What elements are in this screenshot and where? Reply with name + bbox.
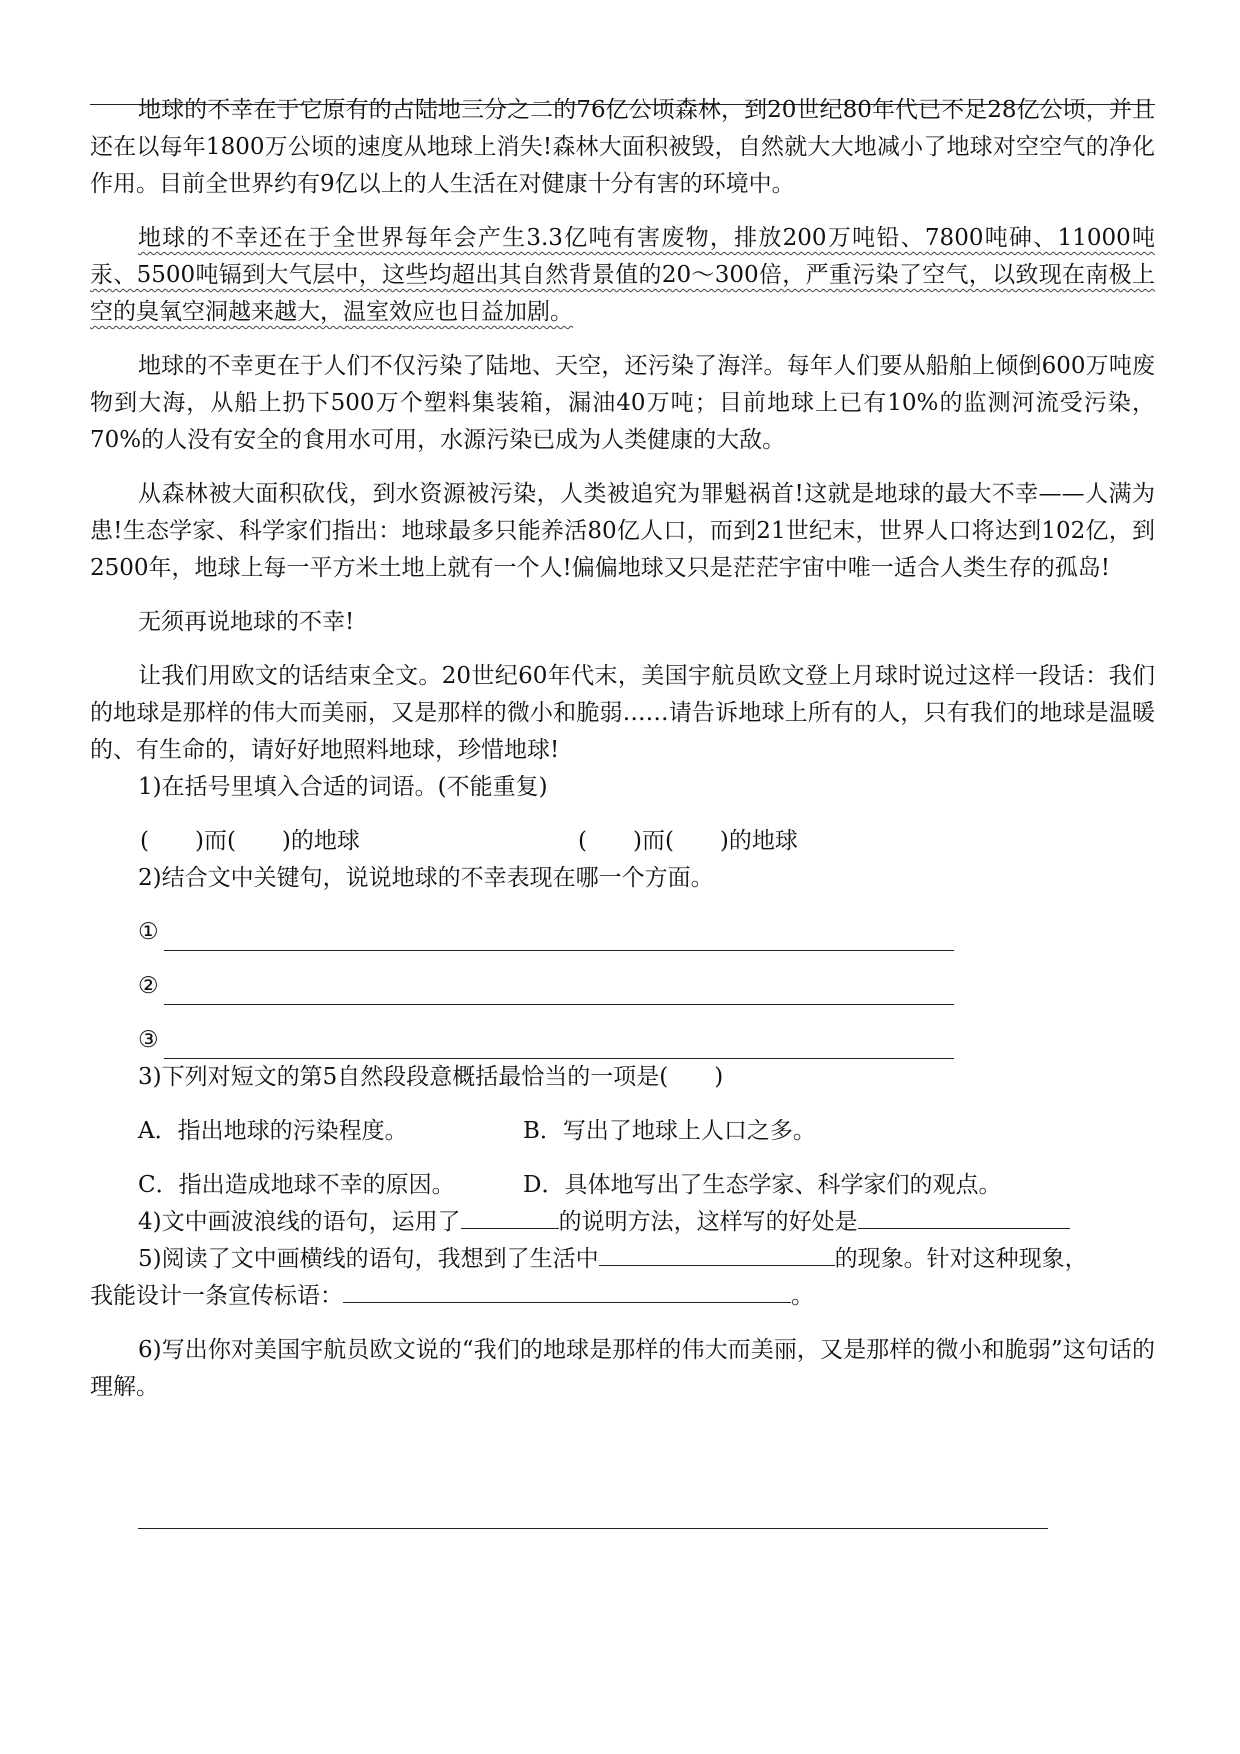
option-b[interactable]: B．写出了地球上人口之多。: [523, 1118, 816, 1144]
option-c[interactable]: C．指出造成地球不幸的原因。: [138, 1172, 455, 1198]
question-5-text-line2: 我能设计一条宣传标语：: [90, 1283, 343, 1309]
answer-marker-3: ③: [138, 1027, 159, 1053]
answer-marker-2: ②: [138, 973, 159, 999]
option-a[interactable]: A．指出地球的污染程度。: [138, 1118, 408, 1144]
question-5-text-start: 5)阅读了文中画横线的语句，我想到了生活中: [138, 1246, 599, 1272]
question-5-blank-phenomenon[interactable]: [599, 1241, 835, 1266]
option-d[interactable]: D．具体地写出了生态学家、科学家们的观点。: [523, 1172, 1002, 1198]
answer-marker-1: ①: [138, 919, 159, 945]
question-4-blank-method[interactable]: [461, 1204, 559, 1229]
question-4-blank-benefit[interactable]: [858, 1204, 1070, 1229]
answer-blank-3[interactable]: [164, 1036, 954, 1059]
passage-paragraph-2: [90, 220, 1155, 331]
passage-paragraph-6: 让我们用欧文的话结束全文。20世纪60年代末，美国宇航员欧文登上月球时说过这样一段话：我们的地球是那样的伟大而美丽，又是那样的微小和脆弱……请告诉地球上所有的人，只有我们的地球是温暖的、有生命的，请好好地照料地球，珍惜地球!: [90, 663, 1155, 763]
wavy-underlined-sentence: 地球的不幸还在于全世界每年会产生3.3亿吨有害废物，排放200万吨铅、7800吨砷、11000吨汞、5500吨镉到大气层中，这些均超出其自然背景值的20～300倍，严重污染了空气，以致现在南极上空的臭氧空洞越来越大，温室效应也日益加剧。: [90, 225, 1155, 325]
worksheet-content: [90, 97, 1155, 1406]
question-6-answer-line[interactable]: [138, 1528, 1048, 1529]
question-5-blank-slogan[interactable]: [343, 1278, 791, 1303]
passage-paragraph-1: 地球的不幸在于它原有的占陆地三分之二的76亿公顷森林，到20世纪80年代已不足28亿公顷，并且还在以每年1800万公顷的速度从地球上消失!森林大面积被毁，自然就大大地减小了地球对空空气的净化作用。目前全世界约有9亿以上的人生活在对健康十分有害的环境中。: [90, 97, 1155, 197]
question-1-blank-right[interactable]: ( )而( )的地球: [578, 828, 798, 854]
question-1-blanks: [90, 823, 1155, 860]
answer-blank-2[interactable]: [164, 982, 954, 1005]
question-3-prompt: 3)下列对短文的第5自然段段意概括最恰当的一项是( ): [138, 1064, 724, 1090]
question-5-text-mid: 的现象。针对这种现象，: [834, 1246, 1088, 1272]
question-4-text-mid: 的说明方法，这样写的好处是: [558, 1209, 858, 1235]
question-5-line-2: [90, 1278, 1155, 1315]
question-3-options-row-1: [90, 1113, 1155, 1150]
question-4: [90, 1204, 1155, 1241]
question-5-text-end: 。: [791, 1283, 814, 1309]
question-4-text-start: 4)文中画波浪线的语句，运用了: [138, 1209, 461, 1235]
question-6-prompt: 6)写出你对美国宇航员欧文说的“我们的地球是那样的伟大而美丽，又是那样的微小和脆弱”这句话的理解。: [90, 1337, 1155, 1400]
passage-paragraph-4: 从森林被大面积砍伐，到水资源被污染，人类被追究为罪魁祸首!这就是地球的最大不幸——人满为患!生态学家、科学家们指出：地球最多只能养活80亿人口，而到21世纪末，世界人口将达到102亿，到2500年，地球上每一平方米土地上就有一个人!偏偏地球又只是茫茫宇宙中唯一适合人类生存的孤岛!: [90, 481, 1155, 581]
question-5: [90, 1241, 1155, 1278]
question-2-prompt: 2)结合文中关键句，说说地球的不幸表现在哪一个方面。: [138, 865, 714, 891]
question-2-answer-1: [90, 914, 1155, 951]
question-1-blank-left[interactable]: ( )而( )的地球: [140, 828, 360, 854]
question-2-answer-2: [90, 968, 1155, 1005]
question-1-prompt: 1)在括号里填入合适的词语。(不能重复): [138, 774, 548, 800]
answer-blank-1[interactable]: [164, 928, 954, 951]
passage-paragraph-5: 无须再说地球的不幸!: [138, 609, 355, 635]
question-3-options-row-2: [90, 1167, 1155, 1204]
question-2-answer-3: [90, 1022, 1155, 1059]
passage-paragraph-3: 地球的不幸更在于人们不仅污染了陆地、天空，还污染了海洋。每年人们要从船舶上倾倒600万吨废物到大海，从船上扔下500万个塑料集装箱，漏油40万吨；目前地球上已有10%的监测河流受污染，70%的人没有安全的食用水可用，水源污染已成为人类健康的大敌。: [90, 353, 1155, 453]
